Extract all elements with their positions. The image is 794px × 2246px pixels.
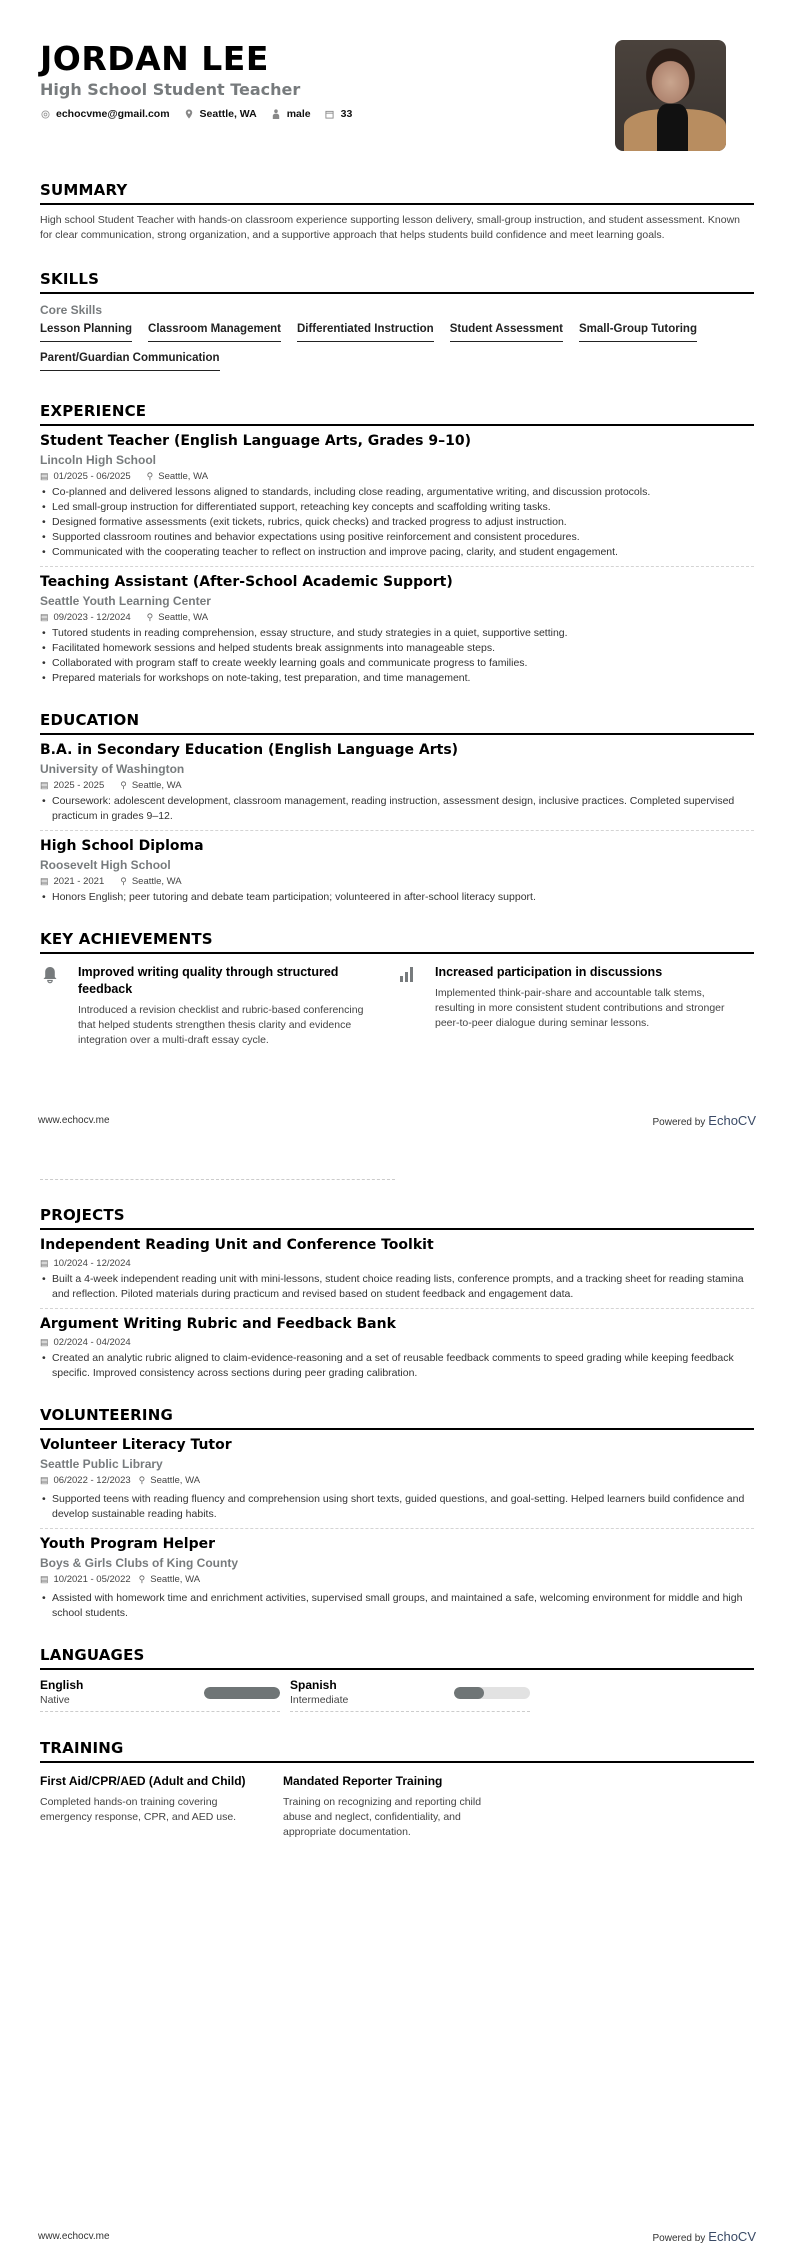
education-entry: [40, 735, 754, 831]
bullet-list: [40, 890, 754, 905]
volunteer-entry: [40, 1529, 754, 1627]
language-level: Intermediate: [290, 1694, 349, 1706]
entry-location: Seattle, WA: [158, 612, 209, 623]
skills-list: [40, 321, 754, 379]
entry-meta: [40, 1336, 754, 1349]
skills-group-label: Core Skills: [40, 303, 103, 317]
section-heading: TRAINING: [40, 1738, 754, 1763]
bullet-item: • Honors English; peer tutoring and debate team participation; volunteered in after-school literacy support.: [40, 890, 754, 905]
skill-tag: Classroom Management: [148, 321, 281, 342]
section-heading: SKILLS: [40, 269, 754, 294]
bullet-item: • Tutored students in reading comprehension, essay structure, and study strategies in a quiet, supportive setting.: [40, 626, 754, 641]
achievements-grid: [40, 964, 754, 1048]
person-icon: [271, 109, 281, 119]
bullet-item: • Coursework: adolescent development, classroom management, reading instruction, assessment design, inclusive practices. Completed supervised practicum in grades 9–12.: [40, 794, 754, 824]
project-entry: [40, 1309, 754, 1387]
bullet-list: [40, 1492, 754, 1522]
calendar-icon: ▤: [40, 1258, 49, 1268]
entry-dates: 01/2025 - 06/2025: [53, 471, 131, 482]
entry-dates: 10/2021 - 05/2022: [53, 1574, 131, 1585]
employer: Seattle Youth Learning Center: [40, 594, 211, 608]
institution: University of Washington: [40, 762, 185, 776]
entry-dates: 02/2024 - 04/2024: [53, 1337, 131, 1348]
entry-location: Seattle, WA: [131, 876, 182, 887]
bullet-list: [40, 1351, 754, 1381]
bullet-item: • Led small-group instruction for differentiated support, reteaching key concepts and scaffolding writing tasks.: [40, 500, 754, 515]
entry-dates: 2025 - 2025: [53, 780, 105, 791]
calendar-icon: ▤: [40, 1574, 49, 1584]
section-heading: SUMMARY: [40, 180, 754, 205]
calendar-icon: ▤: [40, 876, 49, 886]
summary-text: High school Student Teacher with hands-on classroom experience supporting lesson delivery, small-group instruction, and student assessment. Known for clear communication, strong organization, and a supportive approach that helps students build confidence and meet learning goals.: [40, 214, 740, 241]
echocv-brand[interactable]: EchoCV: [708, 1113, 756, 1128]
echocv-brand[interactable]: EchoCV: [708, 2229, 756, 2244]
volunteer-role: Volunteer Literacy Tutor: [40, 1437, 232, 1453]
volunteer-org: Seattle Public Library: [40, 1457, 163, 1471]
candidate-name: JORDAN LEE: [40, 39, 269, 78]
bullet-list: [40, 485, 754, 560]
bullet-item: • Collaborated with program staff to create weekly learning goals and communicate progress to families.: [40, 656, 754, 671]
achievement-title: Increased participation in discussions: [435, 965, 663, 979]
language-item: [40, 1678, 280, 1712]
section-heading: PROJECTS: [40, 1205, 754, 1230]
achievements-section: [40, 929, 754, 1048]
entry-location: Seattle, WA: [131, 780, 182, 791]
entry-location: Seattle, WA: [150, 1475, 201, 1486]
entry-dates: 06/2022 - 12/2023: [53, 1475, 131, 1486]
volunteer-org: Boys & Girls Clubs of King County: [40, 1556, 239, 1570]
bullet-item: • Communicated with the cooperating teacher to reflect on instruction and improve pacing, clarity, and student engagement.: [40, 545, 754, 560]
email-icon: [40, 109, 50, 119]
job-title: Teaching Assistant (After-School Academic Support): [40, 574, 453, 590]
education-entry: [40, 831, 754, 911]
entry-meta: [40, 779, 754, 792]
bullet-item: • Built a 4-week independent reading unit with mini-lessons, student choice reading lists, conference prompts, and a tracking sheet for reading stamina and reflection. Piloted materials during practicum and revised based on student feedback and engagement data.: [40, 1272, 754, 1302]
achievement-title: Improved writing quality through structured feedback: [78, 965, 339, 996]
volunteering-section: [40, 1405, 754, 1627]
project-entry: [40, 1230, 754, 1309]
calendar-icon: ▤: [40, 612, 49, 622]
entry-location: Seattle, WA: [158, 471, 209, 482]
training-desc: Training on recognizing and reporting child abuse and neglect, confidentiality, and appropriate documentation.: [283, 1796, 482, 1838]
section-heading: VOLUNTEERING: [40, 1405, 754, 1430]
language-item: [290, 1678, 530, 1712]
training-desc: Completed hands-on training covering emergency response, CPR, and AED use.: [40, 1796, 237, 1823]
divider: [40, 1179, 395, 1180]
training-title: First Aid/CPR/AED (Adult and Child): [40, 1774, 246, 1788]
contact-age: 33: [325, 108, 353, 120]
experience-section: [40, 401, 754, 692]
skills-section: [40, 269, 754, 379]
languages-list: [40, 1678, 754, 1712]
entry-meta: [40, 470, 754, 483]
volunteer-role: Youth Program Helper: [40, 1536, 216, 1552]
calendar-icon: [325, 109, 335, 119]
bullet-item: • Co-planned and delivered lessons aligned to standards, including close reading, argumentative writing, and discussion protocols.: [40, 485, 754, 500]
location-icon: ⚲: [146, 612, 154, 622]
entry-location: Seattle, WA: [150, 1574, 201, 1585]
calendar-icon: ▤: [40, 1337, 49, 1347]
training-title: Mandated Reporter Training: [283, 1774, 443, 1788]
bar-chart-icon: [399, 964, 423, 1048]
achievement-item: [40, 964, 397, 1048]
bullet-list: [40, 626, 754, 686]
contact-location: Seattle, WA: [184, 108, 257, 120]
degree-title: High School Diploma: [40, 838, 204, 854]
projects-section: [40, 1205, 754, 1387]
employer: Lincoln High School: [40, 453, 156, 467]
training-item: [283, 1773, 526, 1840]
proficiency-bar: [204, 1687, 280, 1699]
bullet-item: • Designed formative assessments (exit tickets, rubrics, quick checks) and tracked progress to adjust instruction.: [40, 515, 754, 530]
footer-website[interactable]: www.echocv.me: [38, 1115, 110, 1126]
institution: Roosevelt High School: [40, 858, 171, 872]
achievement-desc: Introduced a revision checklist and rubric-based conferencing that helped students strengthen thesis clarity and evidence integration over a multi-draft essay cycle.: [78, 1004, 364, 1046]
language-level: Native: [40, 1694, 70, 1706]
skill-tag: Lesson Planning: [40, 321, 132, 342]
bullet-item: • Prepared materials for workshops on note-taking, test preparation, and time management.: [40, 671, 754, 686]
degree-title: B.A. in Secondary Education (English Language Arts): [40, 742, 459, 758]
languages-section: [40, 1645, 754, 1712]
proficiency-bar: [454, 1687, 530, 1699]
bullet-list: [40, 1591, 754, 1621]
bell-icon: [42, 964, 66, 1048]
location-icon: ⚲: [138, 1574, 146, 1584]
volunteer-entry: [40, 1430, 754, 1529]
entry-dates: 2021 - 2021: [53, 876, 105, 887]
candidate-title: High School Student Teacher: [40, 80, 301, 99]
footer-website[interactable]: www.echocv.me: [38, 2231, 110, 2242]
skill-tag: Differentiated Instruction: [297, 321, 434, 342]
entry-meta: [40, 1573, 754, 1586]
skill-tag: Student Assessment: [450, 321, 563, 342]
calendar-icon: ▤: [40, 471, 49, 481]
footer-powered-by: Powered by EchoCV: [652, 2229, 756, 2244]
profile-photo: [615, 40, 726, 151]
location-icon: ⚲: [120, 876, 127, 886]
training-section: [40, 1738, 754, 1840]
project-title: Argument Writing Rubric and Feedback Bank: [40, 1316, 396, 1332]
entry-meta: [40, 611, 754, 624]
location-icon: ⚲: [120, 780, 127, 790]
bullet-item: • Facilitated homework sessions and helped students break assignments into manageable steps.: [40, 641, 754, 656]
contact-email[interactable]: echocvme@gmail.com: [40, 108, 170, 120]
entry-meta: [40, 1257, 754, 1270]
entry-dates: 09/2023 - 12/2024: [53, 612, 131, 623]
job-title: Student Teacher (English Language Arts, Grades 9–10): [40, 433, 471, 449]
contact-gender: male: [271, 108, 311, 120]
resume-page-2: [0, 1123, 794, 2246]
skill-tag: Small-Group Tutoring: [579, 321, 697, 342]
training-item: [40, 1773, 283, 1840]
section-heading: KEY ACHIEVEMENTS: [40, 929, 754, 954]
bullet-item: • Supported classroom routines and behavior expectations using positive reinforcement and consistent procedures.: [40, 530, 754, 545]
resume-header: [40, 0, 754, 170]
project-title: Independent Reading Unit and Conference Toolkit: [40, 1237, 434, 1253]
training-grid: [40, 1773, 754, 1840]
calendar-icon: ▤: [40, 780, 49, 790]
location-icon: ⚲: [138, 1475, 146, 1485]
summary-section: [40, 180, 754, 243]
bullet-item: • Assisted with homework time and enrichment activities, supervised small groups, and maintained a safe, welcoming environment for middle and high school students.: [40, 1591, 754, 1621]
bullet-list: [40, 1272, 754, 1302]
language-name: Spanish: [290, 1678, 337, 1692]
achievement-desc: Implemented think-pair-share and accountable talk stems, resulting in more consistent student contributions and stronger peer-to-peer dialogue during seminar lessons.: [435, 987, 725, 1029]
entry-meta: [40, 875, 754, 888]
achievement-item: [397, 964, 754, 1048]
language-name: English: [40, 1678, 84, 1692]
section-heading: EXPERIENCE: [40, 401, 754, 426]
footer-powered-by: Powered by EchoCV: [652, 1113, 756, 1128]
entry-meta: [40, 1474, 754, 1487]
bullet-list: [40, 794, 754, 824]
bullet-item: • Supported teens with reading fluency and comprehension using short texts, guided questions, and goal-setting. Helped learners build confidence and develop sustainable reading habits.: [40, 1492, 754, 1522]
skill-tag: Parent/Guardian Communication: [40, 350, 220, 371]
page-footer: [38, 2229, 756, 2244]
bullet-item: • Created an analytic rubric aligned to claim-evidence-reasoning and a set of reusable feedback comments to speed grading while keeping feedback specific. Improved consistency across sections during peer grading calibration.: [40, 1351, 754, 1381]
section-heading: LANGUAGES: [40, 1645, 754, 1670]
entry-dates: 10/2024 - 12/2024: [53, 1258, 131, 1269]
location-icon: [184, 109, 194, 119]
education-section: [40, 710, 754, 911]
experience-entry: [40, 567, 754, 692]
location-icon: ⚲: [146, 471, 154, 481]
section-heading: EDUCATION: [40, 710, 754, 735]
calendar-icon: ▤: [40, 1475, 49, 1485]
experience-entry: [40, 426, 754, 567]
